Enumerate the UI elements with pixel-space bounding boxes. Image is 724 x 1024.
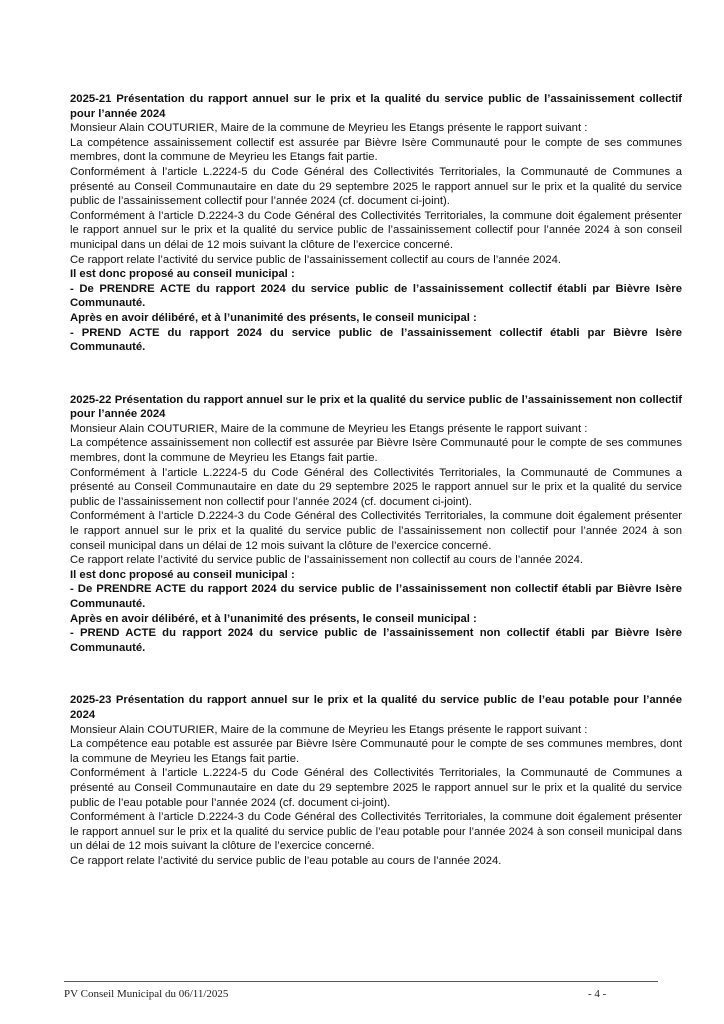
article-d2224-3-paragraph: Conformément à l’article D.2224-3 du Code Général des Collectivités Territoriales, la commune doit également présenter le rapport annuel sur le prix et la qualité du service public de l’assainissement non collectif pour l’année 2024 à son conseil municipal dans un délai de 12 mois suivant la clôture de l’exercice concerné. bbox=[70, 510, 682, 552]
section-title: 2025-23 Présentation du rapport annuel sur le prix et la qualité du service public de l’eau potable pour l’année 2024 bbox=[70, 694, 682, 721]
intro-paragraph: Monsieur Alain COUTURIER, Maire de la commune de Meyrieu les Etangs présente le rapport suivant : bbox=[70, 122, 588, 135]
footer-document-title: PV Conseil Municipal du 06/11/2025 bbox=[64, 988, 229, 1000]
competence-paragraph: La compétence assainissement collectif est assurée par Bièvre Isère Communauté pour le compte de ses communes membres, dont la commune de Meyrieu les Etangs fait partie. bbox=[70, 136, 682, 164]
proposal-heading: Il est donc proposé au conseil municipal : bbox=[70, 268, 295, 281]
page-number: - 4 - bbox=[588, 988, 607, 1000]
deliberation-2025-21 bbox=[70, 92, 682, 355]
proposal-heading: Il est donc proposé au conseil municipal : bbox=[70, 568, 295, 581]
article-l2224-5-paragraph: Conformément à l’article L.2224-5 du Code Général des Collectivités Territoriales, la Communauté de Communes a présenté au Conseil Communautaire en date du 29 septembre 2025 le rapport annuel sur le prix et la qualité du service public de l’assainissement collectif pour l’année 2024 (cf. document ci-joint). bbox=[70, 165, 682, 208]
activity-paragraph: Ce rapport relate l’activité du service public de l’eau potable au cours de l’année 2024. bbox=[70, 854, 502, 867]
intro-paragraph: Monsieur Alain COUTURIER, Maire de la commune de Meyrieu les Etangs présente le rapport suivant : bbox=[70, 723, 588, 736]
article-l2224-5-paragraph: Conformément à l’article L.2224-5 du Code Général des Collectivités Territoriales, la Communauté de Communes a présenté au Conseil Communautaire en date du 29 septembre 2025 le rapport annuel sur le prix et la qualité du service public de l’eau potable pour l’année 2024 (cf. document ci-joint). bbox=[70, 767, 682, 809]
document-body bbox=[70, 92, 682, 907]
article-d2224-3-paragraph: Conformément à l’article D.2224-3 du Code Général des Collectivités Territoriales, la commune doit également présenter le rapport annuel sur le prix et la qualité du service public de l’eau potable pour l’année 2024 à son conseil municipal dans un délai de 12 mois suivant la clôture de l’exercice concerné. bbox=[70, 811, 682, 853]
footer-divider bbox=[64, 981, 658, 982]
section-title: 2025-21 Présentation du rapport annuel sur le prix et la qualité du service public de l’assainissement collectif pour l’année 2024 bbox=[70, 93, 682, 120]
article-l2224-5-paragraph: Conformément à l’article L.2224-5 du Code Général des Collectivités Territoriales, la Communauté de Communes a présenté au Conseil Communautaire en date du 29 septembre 2025 le rapport annuel sur le prix et la qualité du service public de l’assainissement non collectif pour l’année 2024 (cf. document ci-joint). bbox=[70, 466, 682, 508]
section-title: 2025-22 Présentation du rapport annuel sur le prix et la qualité du service public de l’assainissement non collectif pour l’année 2024 bbox=[70, 393, 682, 421]
deliberation-statement: Après en avoir délibéré, et à l’unanimité des présents, le conseil municipal : bbox=[70, 612, 477, 625]
intro-paragraph: Monsieur Alain COUTURIER, Maire de la commune de Meyrieu les Etangs présente le rapport suivant : bbox=[70, 422, 588, 435]
proposal-text: - De PRENDRE ACTE du rapport 2024 du service public de l’assainissement non collectif établi par Bièvre Isère Communauté. bbox=[70, 583, 682, 610]
decision-text: - PREND ACTE du rapport 2024 du service public de l’assainissement non collectif établi par Bièvre Isère Communauté. bbox=[70, 627, 682, 654]
activity-paragraph: Ce rapport relate l’activité du service public de l’assainissement collectif au cours de l’année 2024. bbox=[70, 253, 562, 266]
deliberation-statement: Après en avoir délibéré, et à l’unanimité des présents, le conseil municipal : bbox=[70, 311, 477, 324]
proposal-text: - De PRENDRE ACTE du rapport 2024 du service public de l’assainissement collectif établi par Bièvre Isère Communauté. bbox=[70, 282, 682, 310]
competence-paragraph: La compétence eau potable est assurée par Bièvre Isère Communauté pour le compte de ses communes membres, dont la commune de Meyrieu les Etangs fait partie. bbox=[70, 738, 682, 765]
activity-paragraph: Ce rapport relate l’activité du service public de l’assainissement non collectif au cours de l’année 2024. bbox=[70, 554, 584, 567]
competence-paragraph: La compétence assainissement non collectif est assurée par Bièvre Isère Communauté pour le compte de ses communes membres, dont la commune de Meyrieu les Etangs fait partie. bbox=[70, 437, 682, 465]
decision-text: - PREND ACTE du rapport 2024 du service public de l’assainissement collectif établi par Bièvre Isère Communauté. bbox=[70, 326, 682, 354]
deliberation-2025-22 bbox=[70, 393, 682, 656]
deliberation-2025-23 bbox=[70, 693, 682, 868]
article-d2224-3-paragraph: Conformément à l’article D.2224-3 du Code Général des Collectivités Territoriales, la commune doit également présenter le rapport annuel sur le prix et la qualité du service public de l’assainissement collectif pour l’année 2024 à son conseil municipal dans un délai de 12 mois suivant la clôture de l’exercice concerné. bbox=[70, 209, 682, 251]
